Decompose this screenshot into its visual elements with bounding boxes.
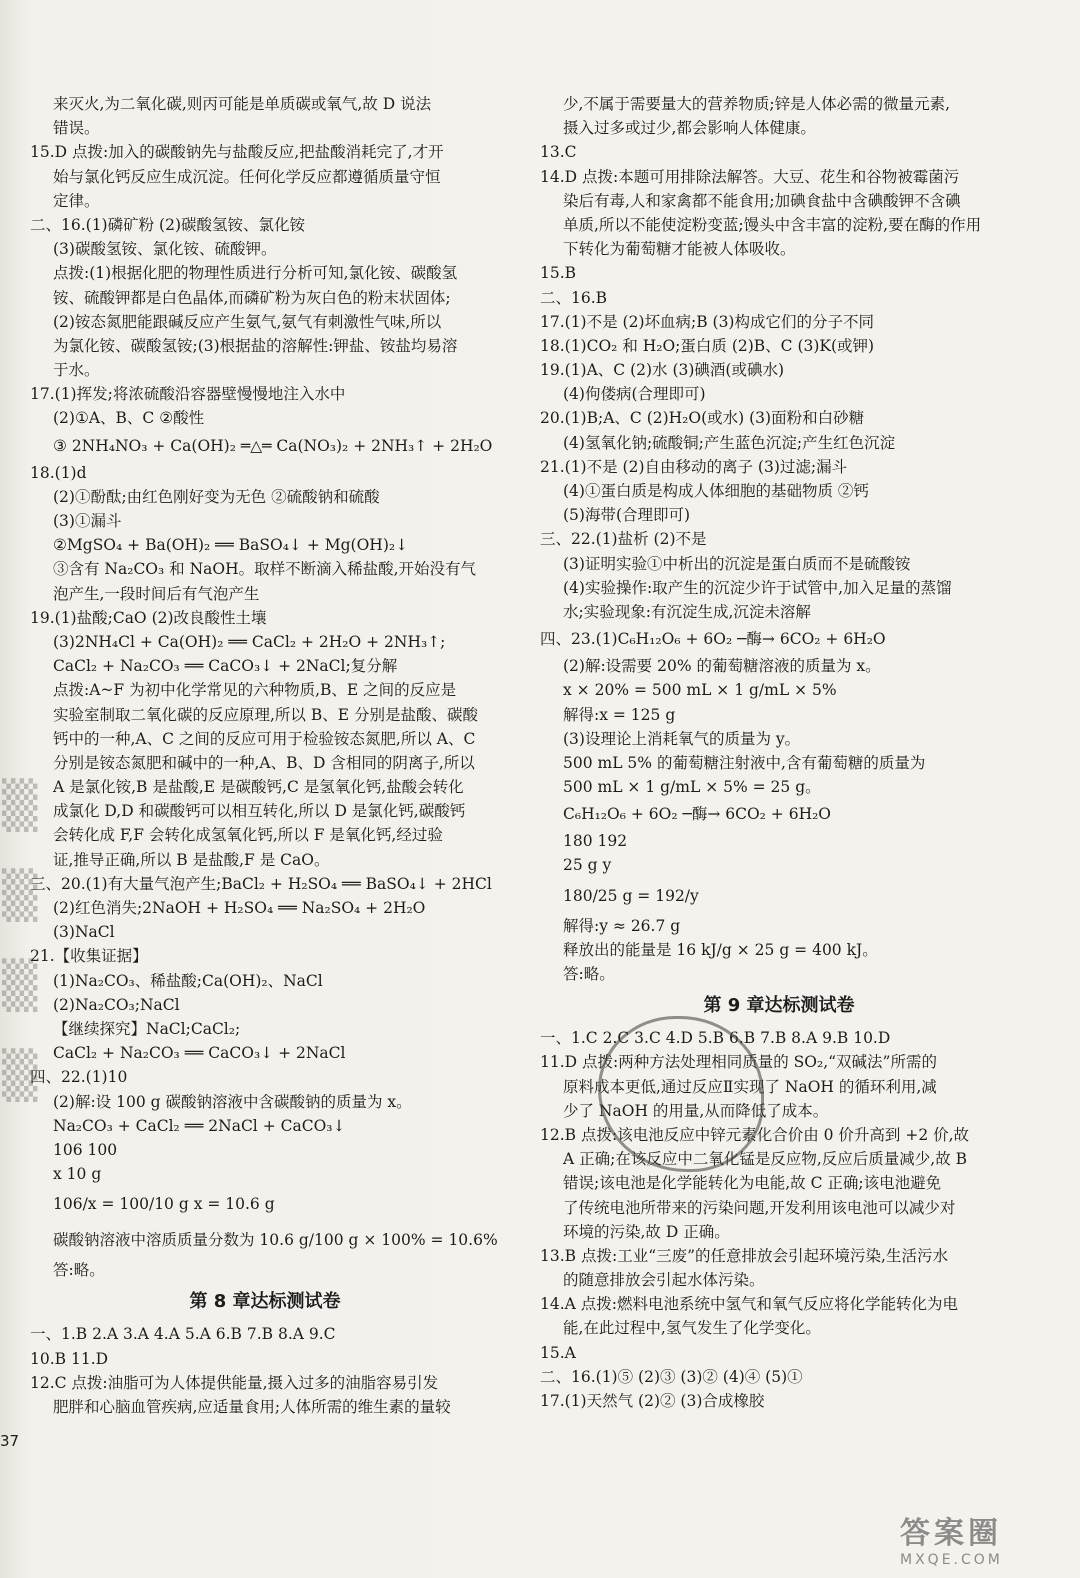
answer-line: 11.D 点拨:两种方法处理相同质量的 SO₂,“双碱法”所需的 [540, 1053, 937, 1072]
answer-line: 泡产生,一段时间后有气泡产生 [53, 584, 260, 603]
answer-line: (4)佝偻病(合理即可) [563, 385, 706, 404]
answer-line: 12.C 点拨:油脂可为人体提供能量,摄入过多的油脂容易引发 [30, 1373, 439, 1392]
answer-line: 错误。 [53, 119, 100, 138]
answer-line: 19.(1)A、C (2)水 (3)碘酒(或碘水) [540, 361, 785, 380]
answer-line: 答:略。 [53, 1261, 105, 1280]
answer-line: (5)海带(合理即可) [563, 506, 691, 525]
page-number: 37 [0, 1432, 20, 1450]
answer-line: 来灭火,为二氧化碳,则丙可能是单质碳或氧气,故 D 说法 [53, 95, 432, 113]
answer-line: 解得:x = 125 g [563, 705, 676, 724]
answer-line: 二、16.(1)磷矿粉 (2)碳酸氢铵、氯化铵 [30, 215, 305, 234]
answer-line: (2)铵态氮肥能跟碱反应产生氨气,氨气有刺激性气味,所以 [53, 312, 442, 331]
answer-line: CaCl₂ + Na₂CO₃ ══ CaCO₃↓ + 2NaCl [53, 1044, 346, 1063]
answer-line: 25 g y [563, 856, 612, 875]
answer-line: x 10 g [53, 1165, 102, 1184]
answer-line: 500 mL 5% 的葡萄糖注射液中,含有葡萄糖的质量为 [563, 753, 926, 772]
answer-line: 106/x = 100/10 g x = 10.6 g [53, 1195, 275, 1214]
answer-line: (4)①蛋白质是构成人体细胞的基础物质 ②钙 [563, 482, 869, 500]
answer-line: 17.(1)不是 (2)坏血病;B (3)构成它们的分子不同 [540, 312, 874, 331]
answer-line: x × 20% = 500 mL × 1 g/mL × 5% [563, 681, 837, 700]
answer-line: 20.(1)B;A、C (2)H₂O(或水) (3)面粉和白砂糖 [540, 409, 865, 428]
answer-line: (3)碳酸氢铵、氯化铵、硫酸钾。 [53, 240, 277, 259]
answer-line: A 正确;在该反应中二氧化锰是反应物,反应后质量减少,故 B [563, 1150, 968, 1169]
answer-line: 了传统电池所带来的污染问题,开发利用该电池可以减少对 [563, 1198, 956, 1217]
answer-line: ③含有 Na₂CO₃ 和 NaOH。取样不断滴入稀盐酸,开始没有气 [53, 560, 477, 579]
answer-line: 四、22.(1)10 [30, 1068, 128, 1087]
answer-line: (4)氢氧化钠;硫酸铜;产生蓝色沉淀;产生红色沉淀 [563, 433, 896, 452]
answer-line: 【继续探究】NaCl;CaCl₂; [53, 1019, 241, 1038]
answer-line: (2)①A、B、C ②酸性 [53, 409, 205, 428]
answer-line: 始与氯化钙反应生成沉淀。任何化学反应都遵循质量守恒 [53, 167, 441, 186]
answer-line: 18.(1)CO₂ 和 H₂O;蛋白质 (2)B、C (3)K(或钾) [540, 336, 875, 355]
answer-line: 180/25 g = 192/y [563, 886, 699, 905]
answer-line: 铵、硫酸钾都是白色晶体,而磷矿粉为灰白色的粉末状固体; [53, 288, 451, 307]
answer-line: 180 192 [563, 832, 628, 851]
answer-line: ③ 2NH₄NO₃ + Ca(OH)₂ ═△═ Ca(NO₃)₂ + 2NH₃↑ + 2H₂O [53, 436, 493, 455]
answer-line: 14.D 点拨:本题可用排除法解答。大豆、花生和谷物被霉菌污 [540, 167, 960, 186]
answer-line: 15.A [540, 1343, 576, 1362]
answer-line: (2)解:设需要 20% 的葡萄糖溶液的质量为 x。 [563, 657, 881, 676]
answer-line: 15.B [540, 264, 577, 283]
answer-line: 三、20.(1)有大量气泡产生;BaCl₂ + H₂SO₄ ══ BaSO₄↓ + 2HCl [30, 874, 492, 893]
answer-line: 13.C [540, 143, 577, 162]
answer-line: C₆H₁₂O₆ + 6O₂ ─酶→ 6CO₂ + 6H₂O [563, 805, 832, 824]
answer-line: 分别是铵态氮肥和碱中的一种,A、B、D 含相同的阴离子,所以 [53, 753, 475, 772]
answer-line: 摄入过多或过少,都会影响人体健康。 [563, 119, 816, 138]
section-heading: 第 8 章达标测试卷 [189, 1291, 341, 1313]
answer-line: 17.(1)天然气 (2)② (3)合成橡胶 [540, 1392, 765, 1410]
answer-line: 13.B 点拨:工业“三废”的任意排放会引起环境污染,生活污水 [540, 1246, 948, 1265]
answer-line: 于水。 [53, 361, 100, 380]
answer-line: 18.(1)d [30, 463, 87, 482]
answer-line: 19.(1)盐酸;CaO (2)改良酸性土壤 [30, 608, 267, 627]
answer-line: 21.(1)不是 (2)自由移动的离子 (3)过滤;漏斗 [540, 457, 848, 476]
answer-line: 四、23.(1)C₆H₁₂O₆ + 6O₂ ─酶→ 6CO₂ + 6H₂O [540, 630, 886, 649]
answer-line: 成氯化 D,D 和碳酸钙可以相互转化,所以 D 是氯化钙,碳酸钙 [53, 802, 466, 821]
answer-line: 15.D 点拨:加入的碳酸钠先与盐酸反应,把盐酸消耗完了,才开 [30, 143, 444, 162]
answer-line: 二、16.(1)⑤ (2)③ (3)② (4)④ (5)① [540, 1367, 803, 1386]
answer-line: 错误;该电池是化学能转化为电能,故 C 正确;该电池避免 [563, 1174, 942, 1193]
logo-url: MXQE.COM [900, 1552, 1003, 1568]
answer-line: ②MgSO₄ + Ba(OH)₂ ══ BaSO₄↓ + Mg(OH)₂↓ [53, 536, 409, 555]
answer-line: 单质,所以不能使淀粉变蓝;馒头中含丰富的淀粉,要在酶的作用 [563, 215, 982, 234]
section-heading: 第 9 章达标测试卷 [703, 995, 855, 1017]
answer-line: 一、1.B 2.A 3.A 4.A 5.A 6.B 7.B 8.A 9.C [30, 1325, 336, 1344]
answer-line: (3)2NH₄Cl + Ca(OH)₂ ══ CaCl₂ + 2H₂O + 2NH₃↑; [53, 632, 446, 651]
answer-line: 少,不属于需要量大的营养物质;锌是人体必需的微量元素, [563, 95, 951, 113]
answer-line: 碳酸钠溶液中溶质质量分数为 10.6 g/100 g × 100% = 10.6% [53, 1231, 498, 1250]
answer-line: 水;实验现象:有沉淀生成,沉淀未溶解 [563, 602, 811, 621]
answer-line: 实验室制取二氧化碳的反应原理,所以 B、E 分别是盐酸、碳酸 [53, 705, 478, 724]
answer-line: 定律。 [53, 191, 100, 210]
answer-line: 12.B 点拨:该电池反应中锌元素化合价由 0 价升高到 +2 价,故 [540, 1125, 970, 1144]
answer-line: 的随意排放会引起水体污染。 [563, 1271, 765, 1290]
answer-line: 少了 NaOH 的用量,从而降低了成本。 [563, 1101, 829, 1120]
answer-line: 证,推导正确,所以 B 是盐酸,F 是 CaO。 [53, 850, 330, 869]
answer-line: (2)红色消失;2NaOH + H₂SO₄ ══ Na₂SO₄ + 2H₂O [53, 899, 426, 917]
answer-line: 点拨:A~F 为初中化学常见的六种物质,B、E 之间的反应是 [53, 681, 457, 700]
answer-line: 答:略。 [563, 965, 615, 983]
answer-line: (3)①漏斗 [53, 512, 122, 530]
answer-line: 三、22.(1)盐析 (2)不是 [540, 530, 707, 549]
answer-line: 为氯化铵、碳酸氢铵;(3)根据盐的溶解性:钾盐、铵盐均易溶 [53, 336, 458, 355]
answer-line: (2)Na₂CO₃;NaCl [53, 995, 180, 1014]
site-logo [900, 1508, 1070, 1570]
right-column [540, 92, 1018, 1413]
answer-line: (3)NaCl [53, 923, 115, 942]
answer-line: 钙中的一种,A、C 之间的反应可用于检验铵态氮肥,所以 A、C [53, 729, 476, 748]
answer-line: 环境的污染,故 D 正确。 [563, 1222, 730, 1241]
answer-line: 肥胖和心脑血管疾病,应适量食用;人体所需的维生素的量较 [53, 1398, 451, 1416]
answer-line: 一、1.C 2.C 3.C 4.D 5.B 6.B 7.B 8.A 9.B 10.D [540, 1029, 891, 1048]
answer-line: 21.【收集证据】 [30, 947, 148, 966]
answer-line: 会转化成 F,F 会转化成氢氧化钙,所以 F 是氧化钙,经过验 [53, 826, 443, 845]
answer-line: 10.B 11.D [30, 1349, 109, 1368]
answer-line: 下转化为葡萄糖才能被人体吸收。 [563, 240, 796, 259]
answer-line: Na₂CO₃ + CaCl₂ ══ 2NaCl + CaCO₃↓ [53, 1116, 346, 1135]
side-watermark: ▒ ▒ ▒ ▒ [2, 778, 38, 1102]
answer-line: (1)Na₂CO₃、稀盐酸;Ca(OH)₂、NaCl [53, 971, 323, 990]
left-column [30, 92, 500, 1419]
answer-line: A 是氯化铵,B 是盐酸,E 是碳酸钙,C 是氢氧化钙,盐酸会转化 [53, 778, 464, 797]
answer-line: 点拨:(1)根据化肥的物理性质进行分析可知,氯化铵、碳酸氢 [53, 264, 458, 283]
answer-line: (2)①酚酞;由红色刚好变为无色 ②硫酸钠和硫酸 [53, 487, 380, 506]
answer-line: 二、16.B [540, 288, 608, 307]
answer-line: 解得:y ≈ 26.7 g [563, 916, 681, 935]
answer-line: 释放出的能量是 16 kJ/g × 25 g = 400 kJ。 [563, 940, 878, 959]
answer-line: (4)实验操作:取产生的沉淀少许于试管中,加入足量的蒸馏 [563, 578, 952, 597]
answer-line: 能,在此过程中,氢气发生了化学变化。 [563, 1319, 821, 1338]
answer-line: 106 100 [53, 1140, 118, 1159]
answer-line: (3)证明实验①中析出的沉淀是蛋白质而不是硫酸铵 [563, 554, 911, 573]
answer-line: (3)设理论上消耗氧气的质量为 y。 [563, 729, 801, 748]
answer-line: CaCl₂ + Na₂CO₃ ══ CaCO₃↓ + 2NaCl;复分解 [53, 657, 398, 676]
answer-line: 14.A 点拨:燃料电池系统中氢气和氧气反应将化学能转化为电 [540, 1295, 958, 1314]
logo-text: 答案圈 [900, 1516, 1002, 1551]
answer-line: 17.(1)挥发;将浓硫酸沿容器壁慢慢地注入水中 [30, 385, 346, 404]
answer-line: (2)解:设 100 g 碳酸钠溶液中含碳酸钠的质量为 x。 [53, 1092, 412, 1111]
answer-line: 染后有毒,人和家禽都不能食用;加碘食盐中含碘酸钾不含碘 [563, 191, 961, 210]
answer-line: 500 mL × 1 g/mL × 5% = 25 g。 [563, 778, 821, 797]
answer-line: 原料成本更低,通过反应Ⅱ实现了 NaOH 的循环利用,减 [563, 1077, 937, 1096]
